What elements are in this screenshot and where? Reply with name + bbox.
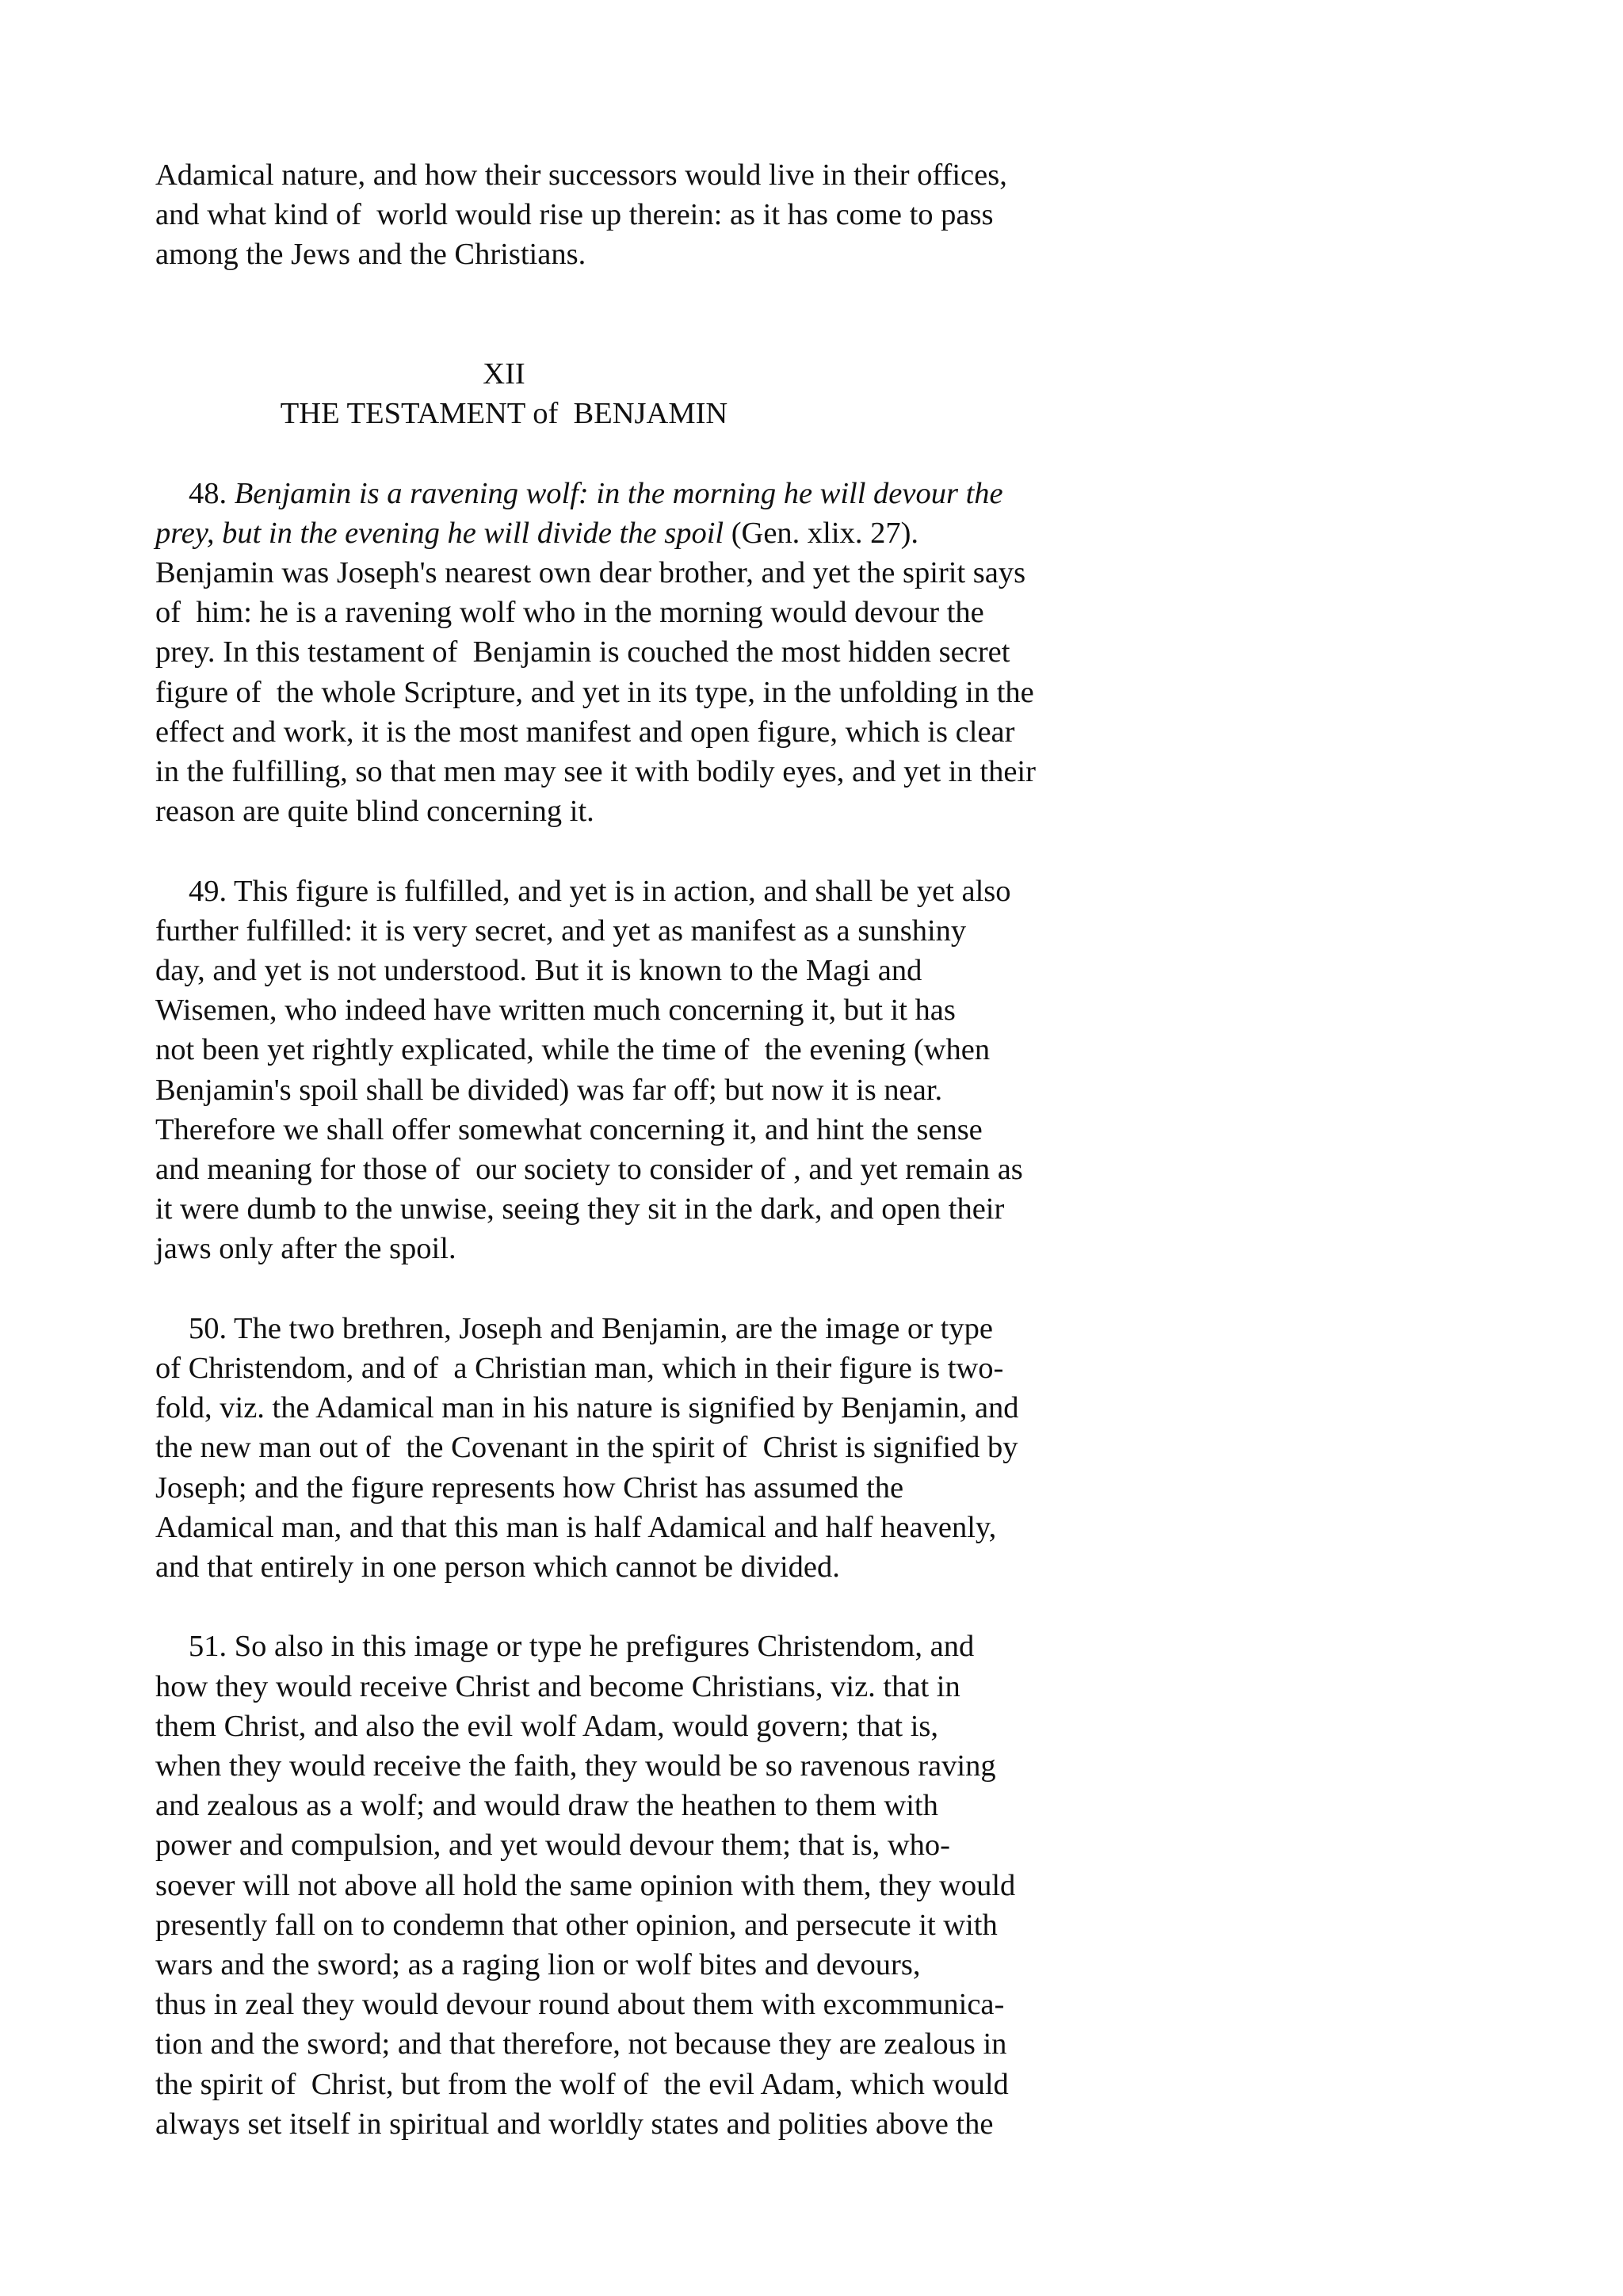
text-line: how they would receive Christ and become Christians, viz. that in (155, 1669, 960, 1703)
text-line: when they would receive the faith, they would be so ravenous raving (155, 1749, 996, 1783)
paragraph-51 (155, 1627, 1138, 2144)
text-line: and meaning for those of our society to consider of , and yet remain as (155, 1153, 1023, 1187)
section-title: THE TESTAMENT of BENJAMIN (280, 397, 728, 431)
text-line: among the Jews and the Christians. (155, 238, 586, 272)
text-line: figure of the whole Scripture, and yet in its type, in the unfolding in the (155, 675, 1034, 709)
text-line: Adamical nature, and how their successors would live in their offices, (155, 158, 1007, 192)
text-line: further fulfilled: it is very secret, and yet as manifest as a sunshiny (155, 913, 967, 948)
text-line: of Christendom, and of a Christian man, which in their figure is two- (155, 1352, 1004, 1386)
page-body (155, 155, 1138, 2144)
text-line: fold, viz. the Adamical man in his nature is signified by Benjamin, and (155, 1391, 1019, 1425)
text-line: in the fulfilling, so that men may see it with bodily eyes, and yet in their (155, 755, 1036, 788)
text-line: Wisemen, who indeed have written much concerning it, but it has (155, 994, 956, 1028)
text-line: the new man out of the Covenant in the spirit of Christ is signified by (155, 1431, 1018, 1465)
text-line: Joseph; and the figure represents how Christ has assumed the (155, 1470, 904, 1505)
text-line: thus in zeal they would devour round about them with excommunica- (155, 1988, 1005, 2022)
text-line: 51. So also in this image or type he prefigures Christendom, and (189, 1630, 975, 1664)
paragraph-48 (155, 474, 1138, 832)
scripture-reference: (Gen. xlix. 27). (724, 516, 919, 550)
scripture-quote: prey, but in the evening he will divide the spoil (155, 516, 724, 550)
text-line: prey. In this testament of Benjamin is couched the most hidden secret (155, 635, 1010, 669)
text-line: Adamical man, and that this man is half Adamical and half heavenly, (155, 1510, 997, 1544)
text-line: and what kind of world would rise up therein: as it has come to pass (155, 198, 994, 232)
text-line: Benjamin was Joseph's nearest own dear brother, and yet the spirit says (155, 555, 1026, 589)
text-line: Therefore we shall offer somewhat concerning it, and hint the sense (155, 1112, 983, 1146)
text-line: the spirit of Christ, but from the wolf of the evil Adam, which would (155, 2067, 1009, 2101)
paragraph-50 (155, 1309, 1138, 1587)
section-numeral: XII (483, 357, 525, 391)
text-line: of him: he is a ravening wolf who in the morning would devour the (155, 596, 984, 630)
text-line: wars and the sword; as a raging lion or wolf bites and devours, (155, 1948, 921, 1982)
paragraph-49 (155, 871, 1138, 1269)
text-line: jaws only after the spoil. (155, 1232, 456, 1266)
section-heading (155, 354, 1138, 433)
text-line: 50. The two brethren, Joseph and Benjamin, are the image or type (189, 1311, 993, 1345)
text-line: and that entirely in one person which cannot be divided. (155, 1550, 840, 1585)
text-line: and zealous as a wolf; and would draw the heathen to them with (155, 1789, 938, 1823)
text-line: not been yet rightly explicated, while the time of the evening (when (155, 1033, 991, 1067)
text-line: always set itself in spiritual and worldly states and polities above the (155, 2107, 994, 2141)
text-line: reason are quite blind concerning it. (155, 795, 594, 829)
text-line (155, 474, 1138, 513)
intro-paragraph (155, 155, 1138, 275)
text-line: power and compulsion, and yet would devour them; that is, who- (155, 1829, 950, 1863)
text-line: soever will not above all hold the same opinion with them, they would (155, 1868, 1016, 1902)
paragraph-number: 48. (189, 476, 235, 510)
text-line: day, and yet is not understood. But it is known to the Magi and (155, 954, 922, 987)
text-line (155, 513, 1138, 553)
text-line: tion and the sword; and that therefore, not because they are zealous in (155, 2027, 1007, 2061)
text-line: 49. This figure is fulfilled, and yet is in action, and shall be yet also (189, 874, 1011, 908)
scripture-quote: Benjamin is a ravening wolf: in the morning he will devour the (234, 476, 1003, 510)
text-line: it were dumb to the unwise, seeing they sit in the dark, and open their (155, 1192, 1005, 1226)
text-line: Benjamin's spoil shall be divided) was far off; but now it is near. (155, 1073, 943, 1107)
text-line: presently fall on to condemn that other opinion, and persecute it with (155, 1908, 998, 1942)
text-line: effect and work, it is the most manifest and open figure, which is clear (155, 715, 1015, 749)
text-line: them Christ, and also the evil wolf Adam, would govern; that is, (155, 1709, 939, 1743)
